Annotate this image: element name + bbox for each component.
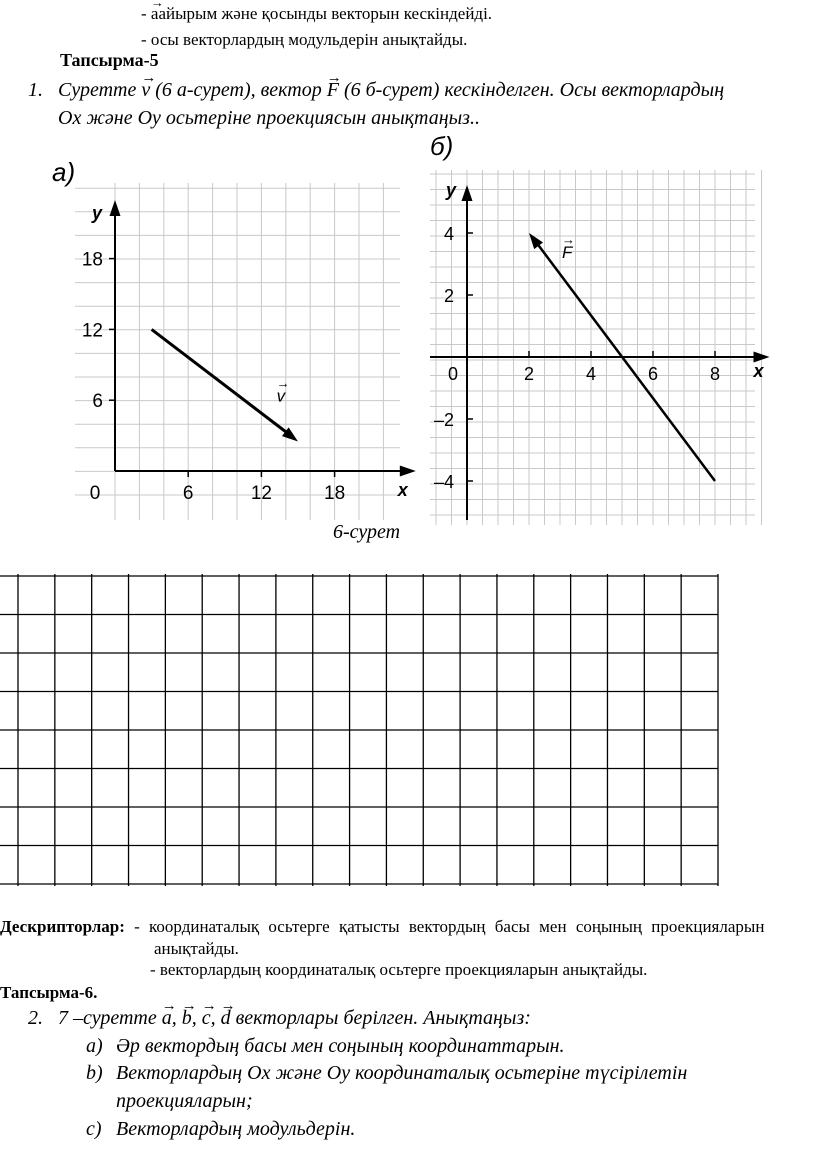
x-tick-label: 18: [324, 483, 346, 504]
vector-b-symbol: → b: [182, 1007, 192, 1030]
task5-heading: Тапсырма-5: [60, 50, 159, 70]
y-axis-label: y: [92, 203, 103, 223]
task6-item-b-text-cont: проекцияларын;: [116, 1090, 253, 1112]
x-tick-label: 6: [647, 364, 659, 384]
vector-F-symbol: → F: [327, 79, 339, 102]
x-tick-label: 2: [523, 364, 535, 384]
y-axis-label: y: [446, 180, 457, 200]
x-tick-label: 12: [250, 483, 272, 504]
descriptors-line2: - векторлардың координаталық осьтерге проекцияларын анықтайды.: [150, 960, 648, 979]
task6-heading: Тапсырма-6.: [0, 983, 98, 1002]
panel-label: а): [52, 157, 76, 187]
y-tick-label: 18: [81, 249, 103, 271]
task6-item-a-text: Әр вектордың басы мен соңының координаттарын.: [116, 1035, 565, 1057]
task5-text-c: (6 б-сурет) кескінделген. Осы векторлардың: [338, 79, 725, 101]
descriptors-line1: [0, 917, 764, 937]
panel-label: б): [430, 131, 454, 161]
x-tick-label: 8: [709, 364, 721, 384]
task6-text-a: 7 –суретте: [58, 1007, 162, 1029]
comma: ,: [210, 1007, 221, 1029]
descriptors-text-1: - координаталық осьтерге қатысты вектордың басы мен соңының проекцияларын: [124, 917, 765, 936]
vector-c-symbol: → c: [202, 1007, 211, 1030]
x-axis-label: x: [753, 361, 764, 381]
y-axis-arrow: [110, 200, 121, 216]
vector-a-symbol: → a: [162, 1007, 172, 1030]
task5-text-a: Суретте: [58, 79, 142, 101]
y-tick-label: –4: [433, 472, 454, 492]
task5-question-line2: Ox және Oy осьтеріне проекциясын анықтаңыз..: [58, 107, 480, 129]
top-line-2: - осы векторлардың модульдерін анықтайды.: [141, 30, 468, 49]
task5-number: 1.: [28, 79, 43, 101]
y-axis-arrow: [462, 185, 473, 201]
task6-question: [58, 1007, 531, 1030]
task6-item-b-marker: b): [86, 1062, 103, 1084]
vector-v-line: [152, 329, 288, 433]
descriptors-label: Дескрипторлар:: [0, 917, 125, 936]
task5-question-line1: [58, 79, 724, 102]
top-line-1-prefix: -: [141, 4, 151, 23]
figure-caption: 6-сурет: [333, 521, 401, 543]
top-line-1: [141, 4, 492, 24]
vector-F-line: [536, 242, 715, 481]
vector-a-symbol: → a: [151, 4, 159, 24]
vector-F-label-arrow: →: [562, 232, 575, 247]
vector-v-label-arrow: →: [276, 375, 290, 391]
task6-item-b-text: Векторлардың Ox және Oy координаталық осьтеріне түсірілетін: [116, 1062, 688, 1084]
x-tick-label: 0: [447, 364, 459, 384]
x-tick-label: 0: [89, 483, 101, 504]
chart-a: [40, 143, 408, 520]
x-tick-label: 4: [585, 364, 597, 384]
vector-F-label: F: [562, 243, 573, 262]
answer-grid: [0, 574, 720, 886]
comma: ,: [171, 1007, 182, 1029]
y-tick-label: 2: [443, 286, 454, 306]
task6-item-c-marker: c): [86, 1118, 102, 1140]
top-line-1-text: айырым және қосынды векторын кескіндейді.: [158, 4, 493, 23]
descriptors-line1b: анықтайды.: [154, 939, 239, 958]
task6-text-b: векторлары берілген. Анықтаңыз:: [230, 1007, 531, 1029]
task6-item-c-text: Векторлардың модульдерін.: [116, 1118, 356, 1140]
x-tick-label: 6: [182, 483, 194, 504]
task6-number: 2.: [28, 1007, 43, 1029]
y-tick-label: 6: [92, 391, 103, 413]
y-tick-label: 4: [443, 224, 454, 244]
vector-v-label: v: [276, 386, 286, 406]
x-axis-label: x: [397, 480, 408, 500]
vector-v-symbol: → v: [141, 79, 150, 102]
y-tick-label: –2: [433, 410, 454, 430]
y-tick-label: 12: [81, 320, 103, 342]
chart-b: [410, 130, 765, 525]
task6-item-a-marker: a): [86, 1035, 103, 1057]
task5-text-b: (6 а-сурет), вектор: [150, 79, 327, 101]
vector-d-symbol: → d: [221, 1007, 231, 1030]
comma: ,: [191, 1007, 202, 1029]
